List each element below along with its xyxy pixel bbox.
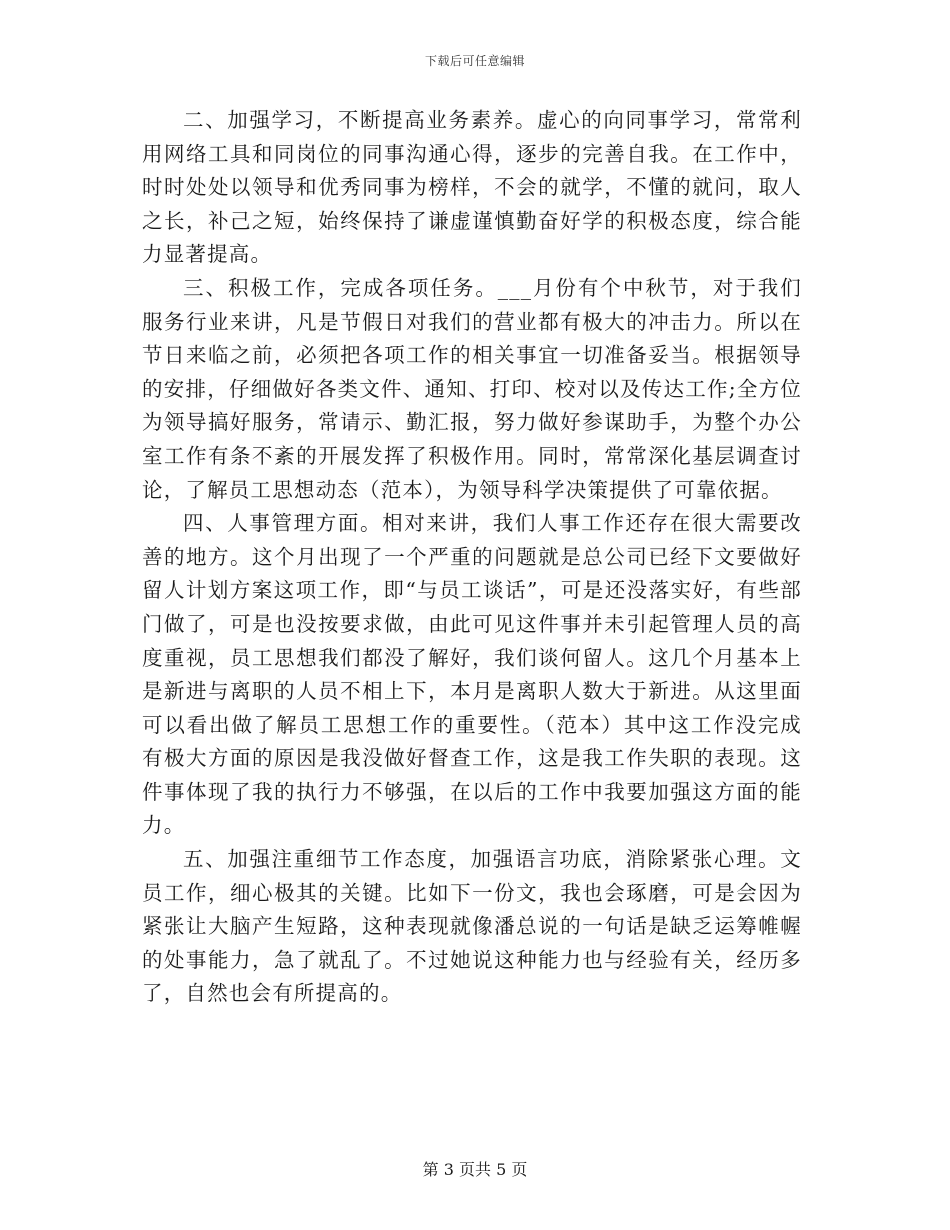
page-number: 第 3 页共 5 页 xyxy=(422,1160,528,1179)
document-body xyxy=(142,104,802,1011)
paragraph-learning: 二、加强学习，不断提高业务素养。虚心的向同事学习，常常利用网络工具和同岗位的同事沟通心得，逐步的完善自我。在工作中，时时处处以领导和优秀同事为榜样，不会的就学，不懂的就问，取人之长，补己之短，始终保持了谦虚谨慎勤奋好学的积极态度，综合能力显著提高。 xyxy=(142,108,802,267)
header-note: 下载后可任意编辑 xyxy=(424,54,525,68)
paragraph-details: 五、加强注重细节工作态度，加强语言功底，消除紧张心理。文员工作，细心极其的关键。比如下一份文，我也会琢磨，可是会因为紧张让大脑产生短路，这种表现就像潘总说的一句话是缺乏运筹帷幄的处事能力，急了就乱了。不过她说这种能力也与经验有关，经历多了，自然也会有所提高的。 xyxy=(142,847,802,1006)
paragraph-personnel: 四、人事管理方面。相对来讲，我们人事工作还存在很大需要改善的地方。这个月出现了一个严重的问题就是总公司已经下文要做好留人计划方案这项工作，即“与员工谈话”，可是还没落实好，有些部门做了，可是也没按要求做，由此可见这件事并未引起管理人员的高度重视，员工思想我们都没了解好，我们谈何留人。这几个月基本上是新进与离职的人员不相上下，本月是离职人数大于新进。从这里面可以看出做了解员工思想工作的重要性。（范本）其中这工作没完成有极大方面的原因是我没做好督查工作，这是我工作失职的表现。这件事体现了我的执行力不够强，在以后的工作中我要加强这方面的能力。 xyxy=(142,511,802,838)
paragraph-tasks: 三、积极工作，完成各项任务。___月份有个中秋节，对于我们服务行业来讲，凡是节假日对我们的营业都有极大的冲击力。所以在节日来临之前，必须把各项工作的相关事宜一切准备妥当。根据领导的安排，仔细做好各类文件、通知、打印、校对以及传达工作;全方位为领导搞好服务，常请示、勤汇报，努力做好参谋助手，为整个办公室工作有条不紊的开展发挥了积极作用。同时，常常深化基层调查讨论，了解员工思想动态（范本），为领导科学决策提供了可靠依据。 xyxy=(142,275,802,502)
